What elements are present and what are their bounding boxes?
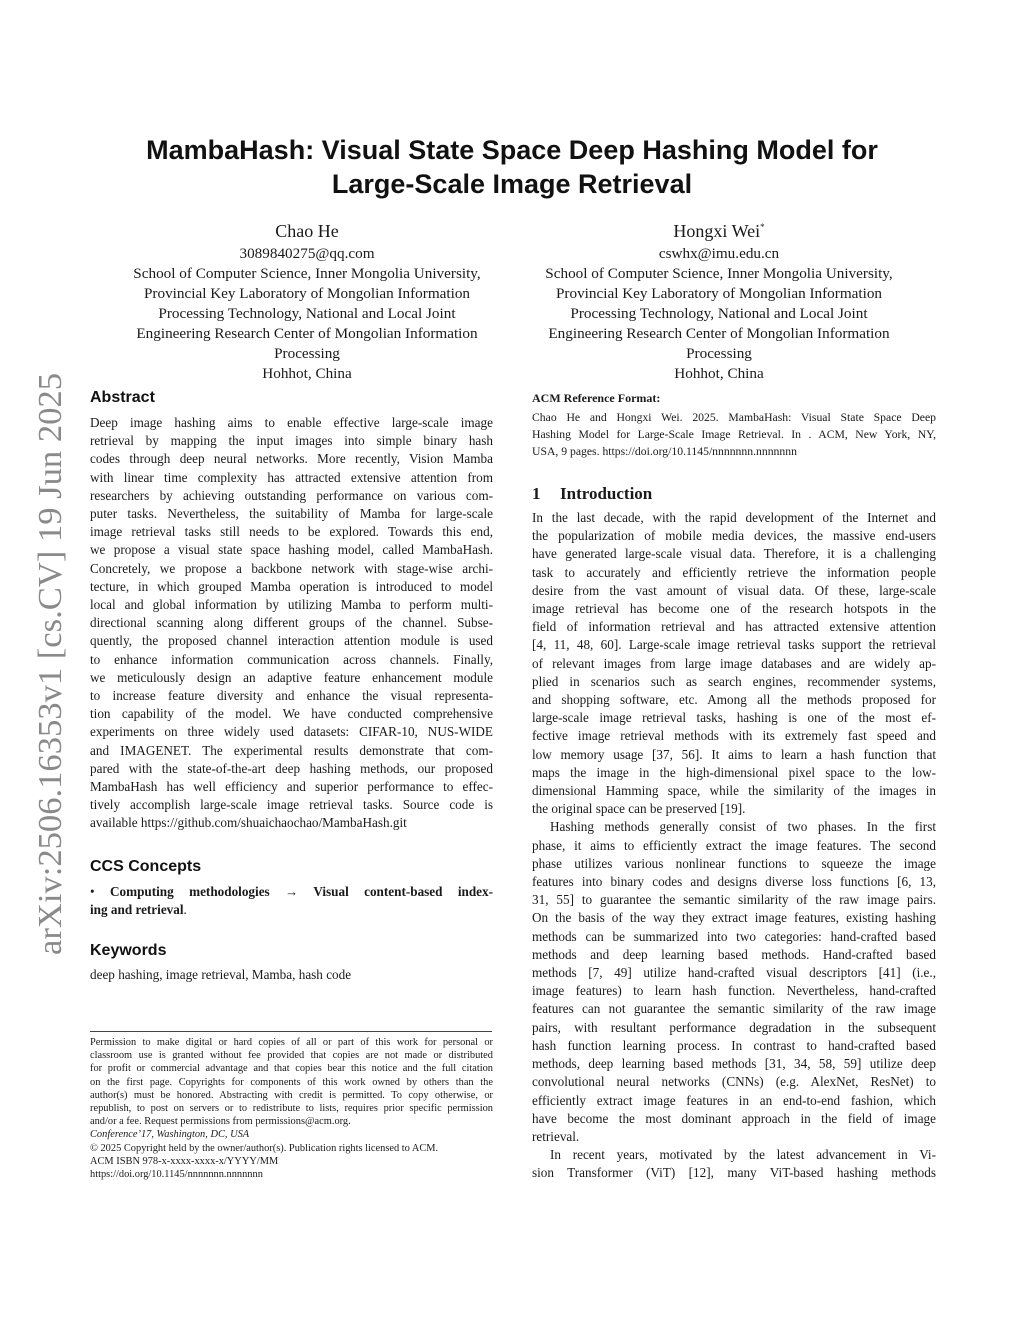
arxiv-stamp-text: arXiv:2506.16353v1 [cs.CV] 19 Jun 2025 [32,382,69,955]
keywords-heading: Keywords [90,942,167,959]
permission-line: Permission to make digital or hard copies of all or part of this work for personal or [90,1037,493,1048]
introduction-line: field of information retrieval and has attracted extensive attention [532,619,936,635]
copyright-line: © 2025 Copyright held by the owner/author(s). Publication rights licensed to ACM. [90,1142,439,1154]
introduction-line: image retrieval has become one of the research hotspots in the [532,601,936,617]
affiliation-location: Hohhot, China [262,365,352,382]
affiliation-line: Engineering Research Center of Mongolian Information [548,325,890,342]
ccs-line: • Computing methodologies → Visual content-based index- [90,884,494,899]
introduction-line: maps the image in the high-dimensional pixel space to the low- [532,764,936,780]
introduction-line: pairs, with resultant performance degradation in the subsequent [532,1019,936,1035]
ccs-concepts-body [90,883,493,919]
isbn-line: ACM ISBN 978-x-xxxx-xxxx-x/YYYY/MM [90,1155,279,1167]
introduction-line: [4, 11, 48, 60]. Large-scale image retrieval tasks support the retrieval [532,637,936,653]
ccs-line: ing and retrieval. [90,902,187,918]
title-line-2: Large-Scale Image Retrieval [331,169,693,199]
abstract-line: we propose a visual state space hashing model, called MambaHash. [90,542,493,558]
introduction-line: low memory usage [37, 56]. It aims to learn a hash function that [532,746,936,762]
abstract-line: researchers by achieving outstanding performance on various com- [90,487,493,503]
introduction-line: of relevant images from large image databases and are widely ap- [532,655,936,671]
introduction-line: Hashing methods generally consist of two phases. In the first [550,819,936,835]
introduction-line: On the basis of the way they extract image features, existing hashing [532,910,936,926]
abstract-line: experiments on three widely used datasets: CIFAR-10, NUS-WIDE [90,724,493,740]
keywords-body: deep hashing, image retrieval, Mamba, hash code [90,967,352,982]
abstract-line: puter tasks. Nevertheless, the suitability of Mamba for large-scale [90,506,493,522]
introduction-line: methods can be summarized into two categories: hand-crafted based [532,928,936,944]
introduction-body [532,509,936,1183]
affiliation-line: Provincial Key Laboratory of Mongolian Information [555,285,883,302]
introduction-line: desire from the vast amount of visual data. Of these, large-scale [532,582,936,598]
introduction-line: convolutional neural networks (CNNs) (e.g. AlexNet, ResNet) to [532,1074,936,1090]
author-name: Hongxi Wei* [673,221,765,241]
introduction-line: features into binary codes and designs diverse loss functions [6, 13, [532,874,936,890]
introduction-line: hash function learning process. In contrast to hand-crafted based [532,1037,936,1053]
abstract-line: Concretely, we propose a backbone network with stage-wise archi- [90,560,493,576]
permission-line: and/or a fee. Request permissions from permissions@acm.org. [90,1116,351,1128]
introduction-line: methods [7, 49] utilize hand-crafted visual descriptors [41] (i.e., [532,965,936,981]
affiliation-line: School of Computer Science, Inner Mongolia University, [545,265,893,282]
abstract-line: local and global information by utilizing Mamba to perform multi- [90,597,493,613]
author-email: cswhx@imu.edu.cn [658,245,780,262]
abstract-line: and IMAGENET. The experimental results demonstrate that com- [90,742,493,758]
introduction-line: efficiently extract image features in an end-to-end fashion, which [532,1092,936,1108]
introduction-line: phase, it aims to efficiently extract the image features. The second [532,837,936,853]
abstract-line: to enhance information communication across channels. Finally, [90,651,493,667]
permission-text [90,1036,493,1128]
abstract-line: tively accomplish large-scale image retrieval tasks. Source code is [90,797,493,813]
acm-reference-body [532,409,936,460]
doi-line: https://doi.org/10.1145/nnnnnnn.nnnnnnn [90,1169,263,1181]
title-line-1: MambaHash: Visual State Space Deep Hashing Model for [146,135,878,165]
abstract-line: tion capability of the model. We have conducted comprehensive [90,706,493,722]
acm-reference-heading: ACM Reference Format: [532,391,661,405]
author-name: Chao He [275,221,339,241]
affiliation-line: Processing Technology, National and Local Joint [158,305,456,322]
introduction-line: In the last decade, with the rapid development of the Internet and [532,510,936,525]
conference-line: Conference’17, Washington, DC, USA [90,1129,250,1141]
introduction-line: retrieval. [532,1128,580,1144]
introduction-line: task to accurately and efficiently retrieve the information people [532,564,936,580]
author-block-2 [512,214,926,384]
abstract-line: quently, the proposed channel interaction attention module is used [90,633,493,649]
permission-line: classroom use is granted without fee provided that copies are not made or distributed [90,1050,493,1062]
acm-reference-line: USA, 9 pages. https://doi.org/10.1145/nnnnnnn.nnnnnnn [532,445,797,458]
introduction-line: fective image retrieval methods with its extremely fast speed and [532,728,936,744]
acm-reference-line: Hashing Model for Large-Scale Image Retrieval. In . ACM, New York, NY, [532,428,936,441]
arxiv-stamp [27,373,69,955]
introduction-line: features can not guarantee the semantic similarity of the raw image [532,1001,936,1017]
introduction-line: plied in scenarios such as search engines, recommender systems, [532,673,936,689]
introduction-paragraph [532,818,936,1146]
acm-reference-line: Chao He and Hongxi Wei. 2025. MambaHash: Visual State Space Deep [532,411,936,424]
abstract-line: codes through deep neural networks. More recently, Vision Mamba [90,451,493,467]
permission-line: author(s) must be honored. Abstracting with credit is permitted. To copy otherwise, or [90,1089,493,1101]
author-email: 3089840275@qq.com [239,245,375,262]
introduction-line: large-scale image retrieval tasks, hashing is one of the most ef- [532,710,936,726]
introduction-line: methods, deep learning based methods [31, 34, 58, 59] utilize deep [532,1056,936,1072]
introduction-line: the popularization of mobile media devices, the massive end-users [532,528,936,544]
corresponding-author-marker: * [760,222,765,232]
introduction-paragraph [532,509,936,818]
abstract-line: available https://github.com/shuaichaochao/MambaHash.git [90,815,407,831]
paper-title [90,133,934,201]
section-number: 1 [532,484,541,503]
ccs-concepts-heading: CCS Concepts [90,858,202,875]
author-block-1 [100,214,514,384]
affiliation-location: Hohhot, China [674,365,764,382]
permission-line: on the first page. Copyrights for components of this work owned by others than the [90,1076,493,1088]
introduction-line: have become the most dominant approach in the field of image [532,1110,936,1126]
introduction-line: 31, 55] to guarantee the semantic similarity of the raw image pairs. [532,892,936,908]
abstract-line: retrieval by mapping the input images into simple binary hash [90,433,493,449]
introduction-line: methods and deep learning based methods. Hand-crafted based [532,946,936,962]
introduction-line: dimensional Hamming space, while the similarity of the images in [532,783,936,799]
introduction-heading [532,484,652,504]
introduction-line: the original space can be preserved [19]. [532,801,746,817]
abstract-line: with linear time complexity has attracted extensive attention from [90,469,493,485]
affiliation-line: Provincial Key Laboratory of Mongolian Information [143,285,471,302]
abstract-line: we meticulously design an adaptive feature enhancement module [90,669,493,685]
permission-line: republish, to post on servers or to redistribute to lists, requires prior specific permission [90,1103,493,1115]
introduction-line: have generated large-scale visual data. Therefore, it is a challenging [532,546,936,562]
abstract-line: directional scanning along different groups of the channel. Subse- [90,615,493,631]
abstract-line: tecture, in which grouped Mamba operation is introduced to model [90,578,493,594]
introduction-line: sion Transformer (ViT) [12], many ViT-based hashing methods [532,1165,936,1181]
introduction-line: phase utilizes various nonlinear functions to squeeze the image [532,855,936,871]
introduction-line: image features) to learn hash function. Nevertheless, hand-crafted [532,983,936,999]
permission-line: for profit or commercial advantage and that copies bear this notice and the full citation [90,1063,493,1075]
abstract-line: Deep image hashing aims to enable effective large-scale image [90,415,493,430]
permission-footnote [90,1036,493,1181]
abstract-line: image retrieval tasks still needs to be explored. Towards this end, [90,524,493,540]
abstract-body [90,414,493,833]
footnote-rule [90,1031,492,1032]
introduction-line: In recent years, motivated by the latest advancement in Vi- [550,1147,936,1163]
introduction-paragraph [532,1146,936,1182]
affiliation-line: Processing [686,345,752,362]
affiliation-line: Engineering Research Center of Mongolian Information [136,325,478,342]
abstract-line: to increase feature diversity and enhance the visual representa- [90,688,493,704]
abstract-line: MambaHash has well efficiency and superior performance to effec- [90,779,493,795]
affiliation-line: Processing [274,345,340,362]
affiliation-line: School of Computer Science, Inner Mongolia University, [133,265,481,282]
affiliation-line: Processing Technology, National and Local Joint [570,305,868,322]
introduction-line: and shopping software, etc. Among all the methods proposed for [532,692,936,708]
section-title: Introduction [560,484,653,503]
abstract-line: pared with the state-of-the-art deep hashing methods, our proposed [90,760,493,776]
abstract-heading: Abstract [90,389,155,406]
